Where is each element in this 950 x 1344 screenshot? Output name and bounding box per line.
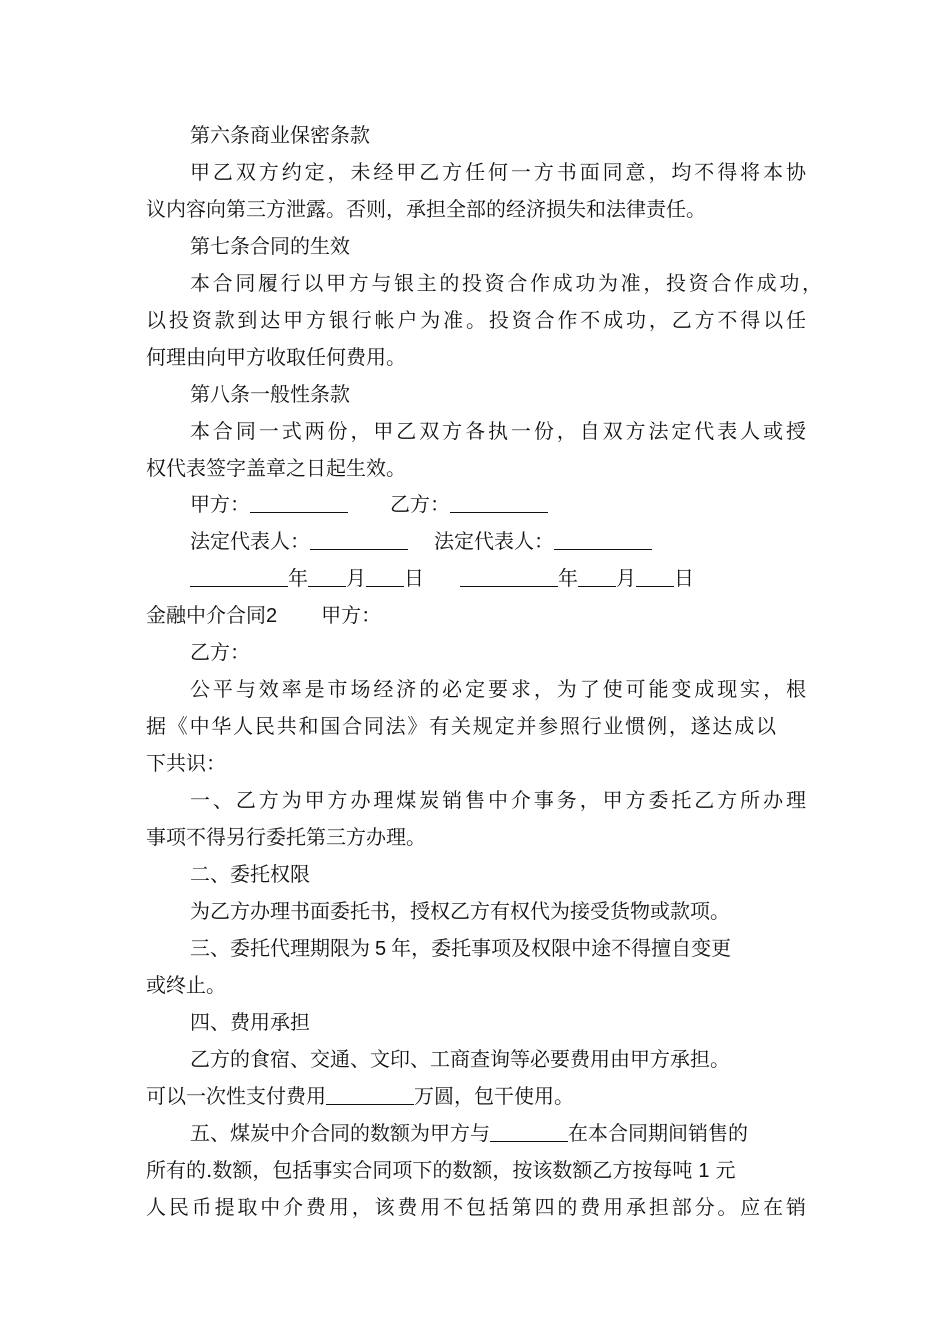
fee-text: 可以一次性支付费用 bbox=[146, 1084, 326, 1108]
contract-2-title: 金融中介合同 bbox=[146, 603, 266, 627]
term-5-line-2: 所有的.数额，包括事实合同项下的数额，按该数额乙方按每吨 bbox=[146, 1158, 693, 1182]
term-3-text-rest: 年，委托事项及权限中途不得擅自变更 bbox=[391, 936, 732, 960]
signature-party-line bbox=[190, 490, 850, 518]
section-heading: 四、费用承担 bbox=[190, 1010, 310, 1034]
fee-amount-blank bbox=[326, 1084, 414, 1105]
month-a-label: 月 bbox=[346, 566, 366, 590]
term-5-blank bbox=[490, 1121, 568, 1142]
article-8-heading: 第八条一般性条款 bbox=[190, 382, 350, 406]
month-b-label: 月 bbox=[616, 566, 636, 590]
rep-a-label: 法定代表人： bbox=[190, 529, 310, 553]
party-b-label: 乙方： bbox=[390, 492, 450, 516]
rep-a-blank bbox=[310, 529, 408, 550]
party-a-label: 甲方： bbox=[190, 492, 250, 516]
rep-b-label: 法定代表人： bbox=[434, 529, 554, 553]
term-5-text: 五、煤炭中介合同的数额为甲方与 bbox=[190, 1121, 490, 1145]
paragraph-line: 甲乙双方约定，未经甲乙方任何一方书面同意，均不得将本协 bbox=[190, 160, 806, 184]
day-b-blank bbox=[636, 566, 674, 587]
fee-text-rest: 万圆，包干使用。 bbox=[414, 1084, 574, 1108]
paragraph-line: 人民币提取中介费用，该费用不包括第四的费用承担部分。应在销 bbox=[146, 1195, 806, 1219]
paragraph-line: 乙方的食宿、交通、文印、工商查询等必要费用由甲方承担。 bbox=[190, 1047, 730, 1071]
paragraph-line: 以投资款到达甲方银行帐户为准。投资合作不成功，乙方不得以任 bbox=[146, 308, 806, 332]
contract-2-title-line bbox=[146, 601, 806, 630]
paragraph-line: 据《中华人民共和国合同法》有关规定并参照行业惯例，遂达成以 bbox=[146, 714, 776, 738]
signature-rep-line bbox=[190, 527, 850, 555]
day-a-label: 日 bbox=[404, 566, 424, 590]
term-5-text-rest: 在本合同期间销售的 bbox=[568, 1121, 748, 1145]
paragraph-line: 一、乙方为甲方办理煤炭销售中介事务，甲方委托乙方所办理 bbox=[190, 788, 806, 812]
term-5-unit: 元 bbox=[715, 1158, 736, 1182]
paragraph-line: 何理由向甲方收取任何费用。 bbox=[146, 345, 406, 369]
paragraph-line: 下共识： bbox=[146, 751, 226, 775]
month-a-blank bbox=[308, 566, 346, 587]
paragraph-line: 权代表签字盖章之日起生效。 bbox=[146, 456, 406, 480]
paragraph-line bbox=[146, 1082, 806, 1110]
year-a-blank bbox=[190, 566, 288, 587]
paragraph-line: 本合同一式两份，甲乙双方各执一份，自双方法定代表人或授 bbox=[190, 419, 806, 443]
signature-date-line bbox=[190, 564, 850, 592]
paragraph-line: 事项不得另行委托第三方办理。 bbox=[146, 825, 426, 849]
contract-2-party-b: 乙方： bbox=[190, 640, 250, 664]
section-heading: 二、委托权限 bbox=[190, 862, 310, 886]
party-a-blank bbox=[250, 492, 348, 513]
month-b-blank bbox=[578, 566, 616, 587]
party-b-blank bbox=[450, 492, 548, 513]
year-a-label: 年 bbox=[288, 566, 308, 590]
contract-2-number: 2 bbox=[266, 605, 278, 627]
article-6-heading: 第六条商业保密条款 bbox=[190, 123, 370, 147]
paragraph-line: 议内容向第三方泄露。否则，承担全部的经济损失和法律责任。 bbox=[146, 197, 706, 221]
paragraph-line bbox=[146, 1156, 806, 1185]
year-b-label: 年 bbox=[558, 566, 578, 590]
paragraph-line: 或终止。 bbox=[146, 973, 226, 997]
day-b-label: 日 bbox=[674, 566, 694, 590]
paragraph-line: 公平与效率是市场经济的必定要求，为了使可能变成现实，根 bbox=[190, 677, 806, 701]
term-3-text: 三、委托代理期限为 bbox=[190, 936, 370, 960]
day-a-blank bbox=[366, 566, 404, 587]
term-5-rate: 1 bbox=[698, 1160, 710, 1182]
paragraph-line: 本合同履行以甲方与银主的投资合作成功为准，投资合作成功， bbox=[190, 271, 822, 295]
article-7-heading: 第七条合同的生效 bbox=[190, 234, 350, 258]
contract-2-party-a: 甲方： bbox=[321, 603, 382, 627]
paragraph-line bbox=[190, 1119, 850, 1147]
paragraph-line: 为乙方办理书面委托书，授权乙方有权代为接受货物或款项。 bbox=[190, 899, 730, 923]
term-3-years: 5 bbox=[375, 938, 387, 960]
paragraph-line bbox=[190, 934, 850, 963]
rep-b-blank bbox=[554, 529, 652, 550]
year-b-blank bbox=[460, 566, 558, 587]
